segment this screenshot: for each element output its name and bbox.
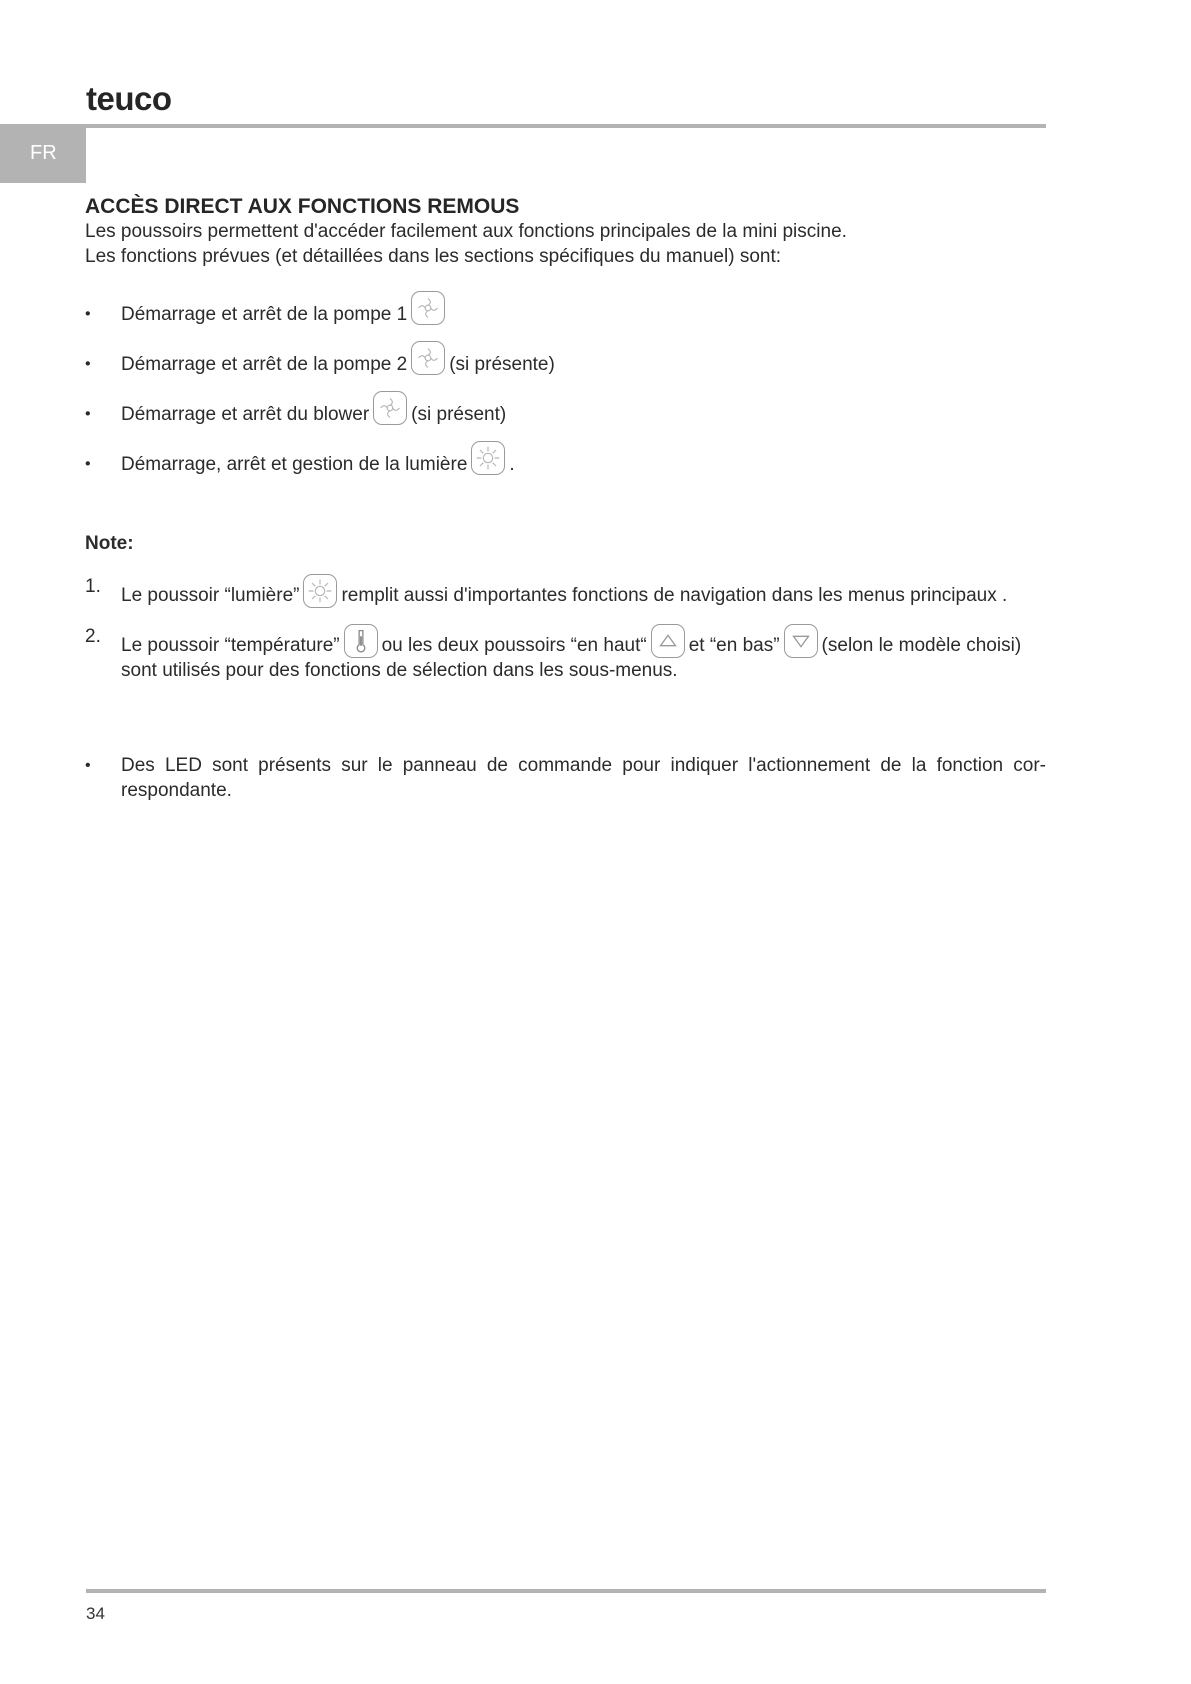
light-icon — [471, 441, 505, 475]
note-text: Le poussoir “lumière” — [121, 585, 300, 606]
blower-icon — [373, 391, 407, 425]
function-item-light — [85, 439, 1046, 489]
thermometer-icon — [344, 624, 378, 658]
note-text: ou les deux poussoirs “en haut“ — [381, 635, 647, 656]
function-suffix: (si présente) — [449, 353, 555, 375]
function-suffix: (si présent) — [411, 403, 507, 425]
note-item — [85, 624, 1046, 683]
function-suffix: . — [509, 453, 515, 475]
function-item-pump-2 — [85, 339, 1046, 389]
intro-line: Les fonctions prévues (et détaillées dans les sections spécifiques du manuel) sont: — [85, 246, 782, 267]
page-number: 34 — [86, 1604, 105, 1623]
note-text: (selon le modèle choisi) — [821, 635, 1022, 656]
footer-rule — [86, 1589, 1046, 1593]
section-intro — [85, 219, 1046, 269]
light-icon — [303, 574, 337, 608]
language-tab: FR — [0, 124, 86, 183]
intro-line: Les poussoirs permettent d'accéder facilement aux fonctions principales de la mini piscine. — [85, 221, 847, 242]
function-label: • Démarrage et arrêt de la pompe 2 — [121, 353, 408, 375]
pump-icon — [411, 341, 445, 375]
function-label: • Démarrage et arrêt du blower — [121, 403, 370, 425]
led-note: • Des LED sont présents sur le panneau de commande pour indiquer l'actionnement de la fonction cor-respondante. — [85, 753, 1046, 803]
note-title: Note: — [85, 533, 134, 554]
note-item — [85, 574, 1046, 608]
note-text: et “en bas” — [688, 635, 780, 656]
function-item-blower — [85, 389, 1046, 439]
function-list — [85, 289, 1046, 489]
note-number: 1. — [85, 576, 101, 597]
arrow-up-icon — [651, 624, 685, 658]
function-item-pump-1 — [85, 289, 1046, 339]
brand-logo: teuco — [86, 80, 172, 117]
led-note-list — [85, 753, 1046, 803]
note-text: sont utilisés pour des fonctions de sélection dans les sous-menus. — [121, 660, 678, 681]
page-content — [85, 194, 1046, 803]
function-label: • Démarrage et arrêt de la pompe 1 — [121, 303, 408, 325]
arrow-down-icon — [784, 624, 818, 658]
note-text: Le poussoir “température” — [121, 635, 340, 656]
pump-icon — [411, 291, 445, 325]
function-label: • Démarrage, arrêt et gestion de la lumière — [121, 453, 468, 475]
header-rule — [86, 124, 1046, 128]
note-list — [85, 574, 1046, 683]
section-heading: ACCÈS DIRECT AUX FONCTIONS REMOUS — [85, 195, 520, 218]
note-text: remplit aussi d'importantes fonctions de navigation dans les menus principaux . — [341, 585, 1008, 606]
note-number: 2. — [85, 626, 101, 647]
